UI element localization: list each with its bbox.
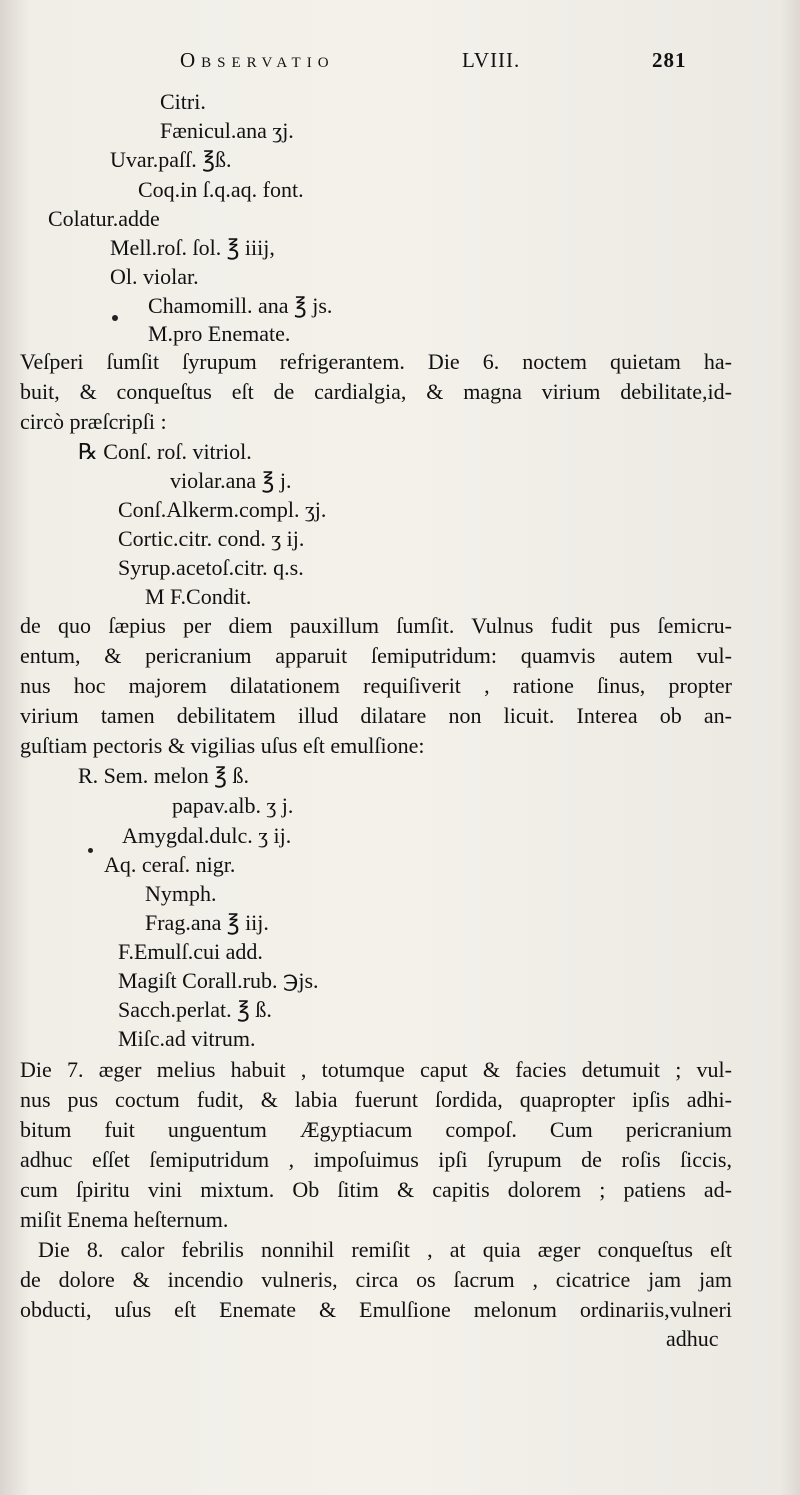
- text-line: ℞ Conſ. roſ. vitriol.: [78, 439, 252, 464]
- text-line: Miſc.ad vitrum.: [118, 1026, 256, 1051]
- running-header: [180, 48, 720, 78]
- text-line: adhuc eſſet ſemiputridum , impoſuimus ipſi ſyrupum de roſis ſiccis,: [20, 1147, 732, 1172]
- text-line: Frag.ana ℥ iij.: [145, 910, 269, 935]
- text-line: virium tamen debilitatem illud dilatare non licuit. Interea ob an-: [20, 703, 732, 728]
- text-line: nus hoc majorem dilatationem requiſiverit , ratione ſinus, propter: [20, 673, 732, 698]
- observation-number: LVIII.: [462, 48, 521, 72]
- ink-blot: [88, 848, 93, 853]
- text-line: Mell.roſ. ſol. ℥ iiij,: [110, 235, 275, 260]
- text-line: de dolore & incendio vulneris, circa os ſacrum , cicatrice jam jam: [20, 1267, 732, 1292]
- text-line: Conſ.Alkerm.compl. ʒj.: [118, 497, 327, 522]
- text-line: Die 7. æger melius habuit , totumque caput & facies detumuit ; vul-: [20, 1057, 732, 1082]
- text-line: Citri.: [160, 89, 206, 114]
- text-line: cum ſpiritu vini mixtum. Ob ſitim & capitis dolorem ; patiens ad-: [20, 1177, 732, 1202]
- text-line: bitum fuit unguentum Ægyptiacum compoſ. Cum pericranium: [20, 1117, 732, 1142]
- text-line: Die 8. calor febrilis nonnihil remiſit , at quia æger conqueſtus eſt: [38, 1237, 732, 1262]
- text-line: Syrup.acetoſ.citr. q.s.: [118, 555, 304, 580]
- text-line: Colatur.adde: [48, 206, 160, 231]
- text-line: Aq. ceraſ. nigr.: [104, 852, 236, 877]
- text-line: entum, & pericranium apparuit ſemiputridum: quamvis autem vul-: [20, 643, 732, 668]
- text-line: Fænicul.ana ʒj.: [160, 118, 294, 143]
- text-line: Chamomill. ana ℥ js.: [148, 293, 333, 318]
- text-line: nus pus coctum fudit, & labia fuerunt ſordida, quapropter ipſis adhi-: [20, 1087, 732, 1112]
- text-line: Sacch.perlat. ℥ ß.: [118, 997, 272, 1022]
- page-number: 281: [652, 48, 687, 72]
- text-line: Uvar.paſſ. ℥ß.: [110, 147, 232, 172]
- text-line: Nymph.: [145, 881, 217, 906]
- text-line: obducti, uſus eſt Enemate & Emulſione melonum ordinariis,vulneri: [20, 1297, 732, 1322]
- text-line: R. Sem. melon ℥ ß.: [78, 763, 249, 788]
- text-line: guſtiam pectoris & vigilias uſus eſt emulſione:: [20, 733, 425, 758]
- text-line: Magiſt Corall.rub. ℈js.: [118, 968, 319, 993]
- text-line: circò præſcripſi :: [20, 409, 167, 434]
- text-line: de quo ſæpius per diem pauxillum ſumſit. Vulnus fudit pus ſemicru-: [20, 613, 732, 638]
- text-line: miſit Enema heſternum.: [20, 1207, 229, 1232]
- text-line: Veſperi ſumſit ſyrupum refrigerantem. Die 6. noctem quietam ha-: [20, 349, 732, 374]
- text-line: M F.Condit.: [145, 584, 252, 609]
- catchword: adhuc: [666, 1326, 719, 1351]
- text-line: M.pro Enemate.: [148, 321, 291, 346]
- text-line: buit, & conqueſtus eſt de cardialgia, & magna virium debilitate,id-: [20, 379, 732, 404]
- text-line: Amygdal.dulc. ʒ ij.: [122, 823, 292, 848]
- ink-blot: [112, 315, 118, 321]
- header-title: Observatio: [180, 48, 335, 72]
- text-line: Coq.in ſ.q.aq. font.: [138, 177, 304, 202]
- text-line: Ol. violar.: [110, 264, 199, 289]
- text-line: Cortic.citr. cond. ʒ ij.: [118, 526, 305, 551]
- text-line: F.Emulſ.cui add.: [118, 939, 263, 964]
- text-line: papav.alb. ʒ j.: [172, 793, 294, 818]
- text-line: violar.ana ℥ j.: [170, 468, 292, 493]
